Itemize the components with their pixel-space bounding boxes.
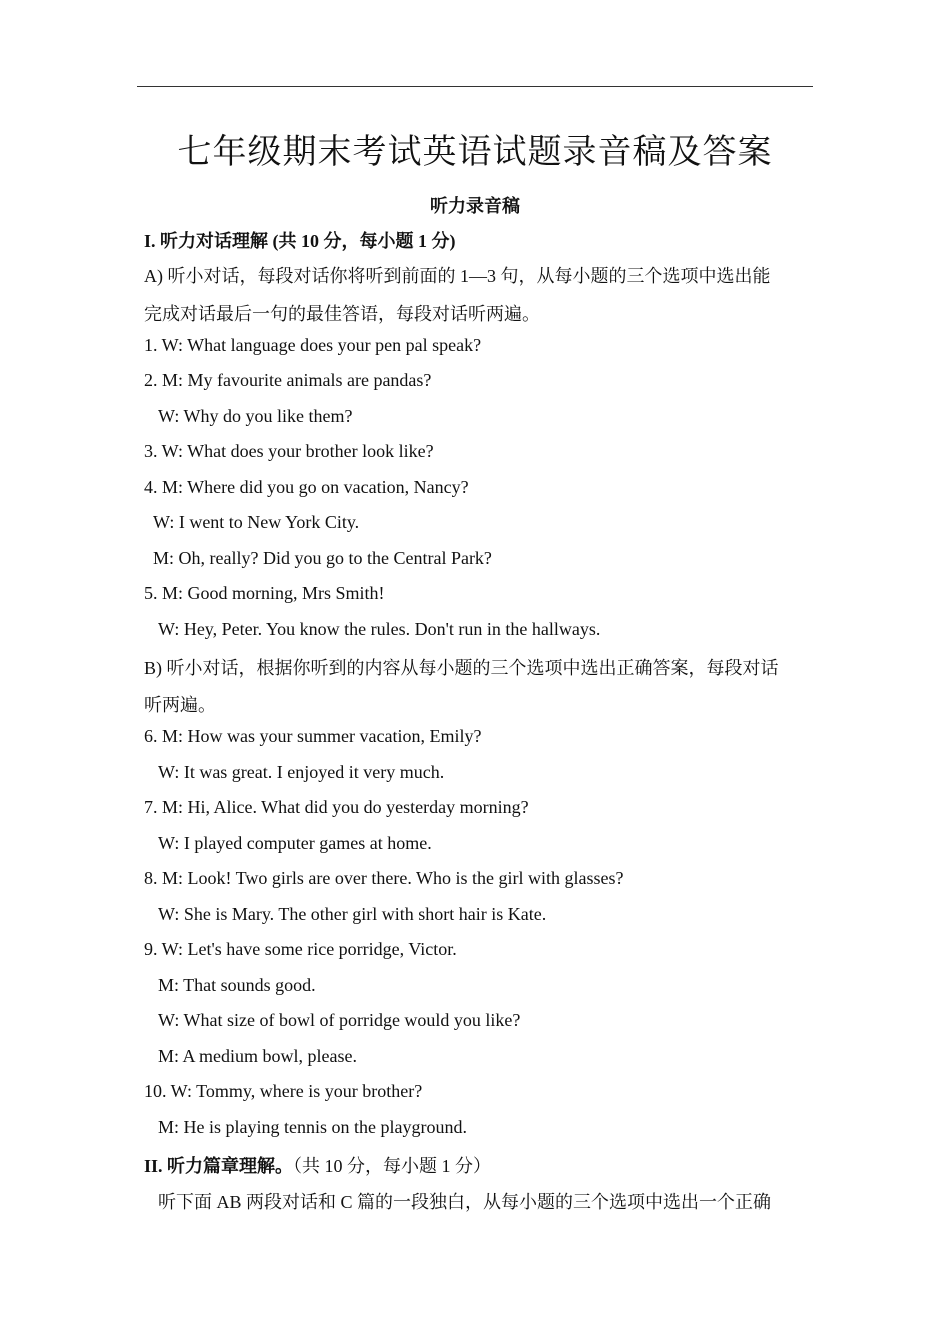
dialogue-line: 1. W: What language does your pen pal speak? [144,335,482,355]
header-rule [137,86,813,87]
section2-heading [144,1152,491,1178]
dialogue-line: W: It was great. I enjoyed it very much. [158,762,445,782]
dialogue-line: 7. M: Hi, Alice. What did you do yesterday morning? [144,797,529,817]
dialogue-line: 4. M: Where did you go on vacation, Nancy? [144,477,469,497]
section2-instruction: 听下面 AB 两段对话和 C 篇的一段独白，从每小题的三个选项中选出一个正确 [158,1192,772,1212]
dialogue-line: 2. M: My favourite animals are pandas? [144,370,432,390]
section2-heading-label: II. 听力篇章理解。 [144,1156,294,1176]
partB-instruction-line2: 听两遍。 [144,695,216,715]
dialogue-line: M: Oh, really? Did you go to the Central Park? [153,548,492,568]
dialogue-line: W: I went to New York City. [153,512,360,532]
dialogue-line: W: Hey, Peter. You know the rules. Don't run in the hallways. [158,619,601,639]
section1-heading: I. 听力对话理解 (共 10 分，每小题 1 分) [144,231,456,251]
dialogue-line: M: A medium bowl, please. [158,1046,357,1066]
dialogue-line: 3. W: What does your brother look like? [144,441,434,461]
dialogue-line: 8. M: Look! Two girls are over there. Who is the girl with glasses? [144,868,624,888]
page-title: 七年级期末考试英语试题录音稿及答案 [177,132,773,172]
partB-instruction-line1: B) 听小对话，根据你听到的内容从每小题的三个选项中选出正确答案，每段对话 [144,658,779,678]
partA-instruction-line2: 完成对话最后一句的最佳答语，每段对话听两遍。 [144,304,540,324]
dialogue-line: W: I played computer games at home. [158,833,432,853]
dialogue-line: 6. M: How was your summer vacation, Emily? [144,726,482,746]
dialogue-line: 10. W: Tommy, where is your brother? [144,1081,423,1101]
dialogue-line: 5. M: Good morning, Mrs Smith! [144,583,385,603]
dialogue-line: W: What size of bowl of porridge would you like? [158,1010,521,1030]
dialogue-line: W: She is Mary. The other girl with short hair is Kate. [158,904,547,924]
dialogue-line: W: Why do you like them? [158,406,353,426]
section2-points: （共 10 分，每小题 1 分） [293,1156,492,1176]
dialogue-line: 9. W: Let's have some rice porridge, Victor. [144,939,457,959]
dialogue-line: M: He is playing tennis on the playground. [158,1117,467,1137]
section-subtitle: 听力录音稿 [430,196,520,216]
dialogue-line: M: That sounds good. [158,975,316,995]
partA-instruction-line1: A) 听小对话，每段对话你将听到前面的 1—3 句，从每小题的三个选项中选出能 [144,266,771,286]
